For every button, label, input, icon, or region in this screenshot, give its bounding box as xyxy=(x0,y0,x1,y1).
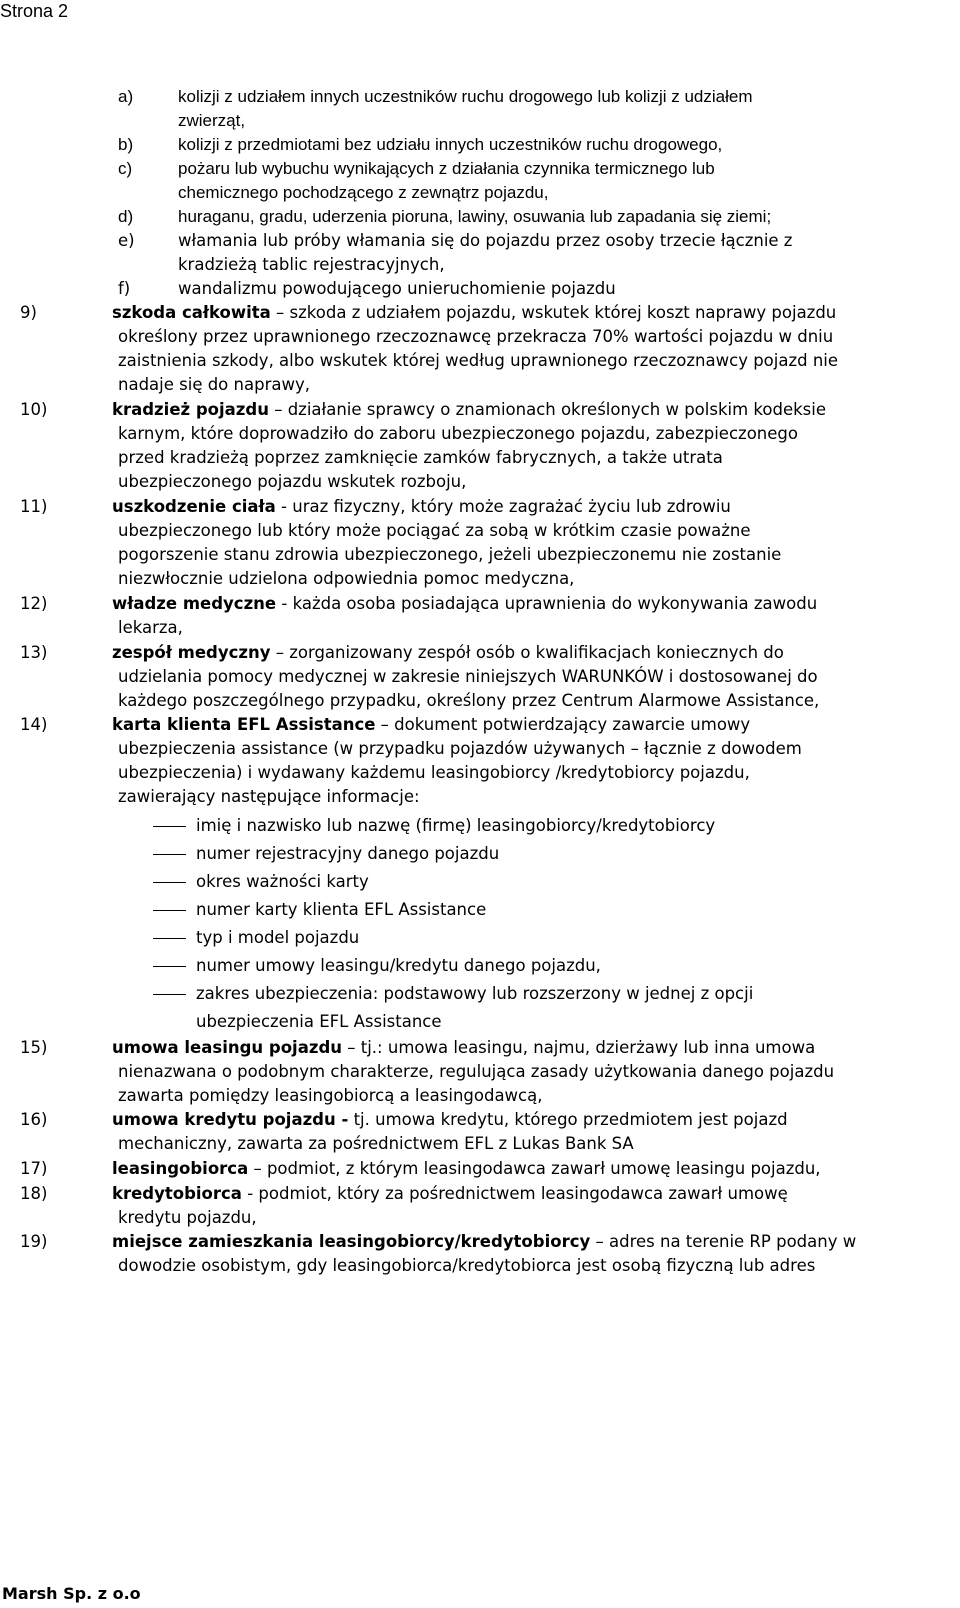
item-number: 16) xyxy=(20,1110,48,1129)
item-text: – szkoda z udziałem pojazdu, wskutek której koszt naprawy pojazdu xyxy=(270,303,837,322)
item-text: nienazwana o podobnym charakterze, regulująca zasady użytkowania danego pojazdu xyxy=(118,1062,835,1081)
item-term: szkoda całkowita xyxy=(112,303,271,322)
sub-item-text: kradzieżą tablic rejestracyjnych, xyxy=(178,255,445,274)
sub-item-label: c) xyxy=(118,159,133,178)
item-text: niezwłocznie udzielona odpowiednia pomoc medyczna, xyxy=(118,569,575,588)
item-text: mechaniczny, zawarta za pośrednictwem EFL z Lukas Bank SA xyxy=(118,1134,634,1153)
dash-bullet xyxy=(153,994,186,995)
sub-item-text: pożaru lub wybuchu wynikających z działania czynnika termicznego lub xyxy=(178,159,715,178)
dash-bullet xyxy=(153,826,186,827)
item-text: ubezpieczonego lub który może pociągać za sobą w krótkim czasie poważne xyxy=(118,521,751,540)
card-info-text: zakres ubezpieczenia: podstawowy lub rozszerzony w jednej z opcji xyxy=(196,984,754,1003)
item-text: udzielania pomocy medycznej w zakresie niniejszych WARUNKÓW i dostosowanej do xyxy=(118,667,818,686)
dash-bullet xyxy=(153,910,186,911)
item-text: ubezpieczenia assistance (w przypadku pojazdów używanych – łącznie z dowodem xyxy=(118,739,802,758)
sub-item-text: wandalizmu powodującego unieruchomienie pojazdu xyxy=(178,279,616,298)
sub-item-label: d) xyxy=(118,207,134,226)
item-text: kredytu pojazdu, xyxy=(118,1208,257,1227)
item-number: 10) xyxy=(20,400,48,419)
dash-bullet xyxy=(153,966,186,967)
sub-item-text: huraganu, gradu, uderzenia pioruna, lawiny, osuwania lub zapadania się ziemi; xyxy=(178,207,772,226)
sub-item-text: chemicznego pochodzącego z zewnątrz pojazdu, xyxy=(178,183,549,202)
item-text: określony przez uprawnionego rzeczoznawcę przekracza 70% wartości pojazdu w dniu xyxy=(118,327,834,346)
item-text: - każda osoba posiadająca uprawnienia do wykonywania zawodu xyxy=(276,594,818,613)
item-term: uszkodzenie ciała xyxy=(112,497,276,516)
card-info-text: okres ważności karty xyxy=(196,872,369,891)
item-term: władze medyczne xyxy=(112,594,277,613)
item-text: – dokument potwierdzający zawarcie umowy xyxy=(375,715,751,734)
item-text: – zorganizowany zespół osób o kwalifikacjach koniecznych do xyxy=(270,643,784,662)
item-text: zaistnienia szkody, albo wskutek której według uprawnionego rzeczoznawcy pojazd nie xyxy=(118,351,839,370)
sub-item-text: zwierząt, xyxy=(178,111,246,130)
item-text: ubezpieczonego pojazdu wskutek rozboju, xyxy=(118,472,467,491)
card-info-text: numer rejestracyjny danego pojazdu xyxy=(196,844,500,863)
item-number: 11) xyxy=(20,497,48,516)
sub-item-text: kolizji z przedmiotami bez udziału innych uczestników ruchu drogowego, xyxy=(178,135,723,154)
dash-bullet xyxy=(153,882,186,883)
item-term: leasingobiorca xyxy=(112,1159,249,1178)
card-info-text: ubezpieczenia EFL Assistance xyxy=(196,1012,442,1031)
item-text: – podmiot, z którym leasingodawca zawarł umowę leasingu pojazdu, xyxy=(248,1159,821,1178)
item-text: – adres na terenie RP podany w xyxy=(590,1232,857,1251)
item-number: 13) xyxy=(20,643,48,662)
card-info-text: typ i model pojazdu xyxy=(196,928,360,947)
item-text: ubezpieczenia) i wydawany każdemu leasingobiorcy /kredytobiorcy pojazdu, xyxy=(118,763,750,782)
page-header: Strona 2 xyxy=(0,1,69,21)
item-text: każdego poszczególnego przypadku, określony przez Centrum Alarmowe Assistance, xyxy=(118,691,820,710)
item-number: 15) xyxy=(20,1038,48,1057)
item-text: nadaje się do naprawy, xyxy=(118,375,310,394)
item-text: - uraz fizyczny, który może zagrażać życiu lub zdrowiu xyxy=(275,497,731,516)
item-text: zawarta pomiędzy leasingobiorcą a leasingodawcą, xyxy=(118,1086,543,1105)
item-text: – tj.: umowa leasingu, najmu, dzierżawy lub inna umowa xyxy=(342,1038,816,1057)
item-text: przed kradzieżą poprzez zamknięcie zamków fabrycznych, a także utrata xyxy=(118,448,723,467)
card-info-text: numer umowy leasingu/kredytu danego pojazdu, xyxy=(196,956,601,975)
item-text: dowodzie osobistym, gdy leasingobiorca/kredytobiorca jest osobą fizyczną lub adres xyxy=(118,1256,816,1275)
card-info-text: numer karty klienta EFL Assistance xyxy=(196,900,487,919)
item-text: - podmiot, który za pośrednictwem leasingodawca zawarł umowę xyxy=(241,1184,788,1203)
item-number: 17) xyxy=(20,1159,48,1178)
sub-item-label: e) xyxy=(118,231,135,250)
item-term: zespół medyczny xyxy=(112,643,271,662)
item-text: pogorszenie stanu zdrowia ubezpieczonego, jeżeli ubezpieczonemu nie zostanie xyxy=(118,545,782,564)
card-info-text: imię i nazwisko lub nazwę (firmę) leasingobiorcy/kredytobiorcy xyxy=(196,816,716,835)
item-term: miejsce zamieszkania leasingobiorcy/kredytobiorcy xyxy=(112,1232,591,1251)
item-text: lekarza, xyxy=(118,618,183,637)
dash-bullet xyxy=(153,854,186,855)
item-text: karnym, które doprowadziło do zaboru ubezpieczonego pojazdu, zabezpieczonego xyxy=(118,424,798,443)
page-footer: Marsh Sp. z o.o xyxy=(2,1584,141,1603)
item-term: umowa leasingu pojazdu xyxy=(112,1038,343,1057)
sub-item-label: f) xyxy=(118,279,131,298)
item-text: tj. umowa kredytu, którego przedmiotem jest pojazd xyxy=(348,1110,788,1129)
item-term: kredytobiorca xyxy=(112,1184,242,1203)
item-number: 18) xyxy=(20,1184,48,1203)
dash-bullet xyxy=(153,938,186,939)
sub-item-text: włamania lub próby włamania się do pojazdu przez osoby trzecie łącznie z xyxy=(178,231,793,250)
sub-item-text: kolizji z udziałem innych uczestników ruchu drogowego lub kolizji z udziałem xyxy=(178,87,753,106)
item-text: zawierający następujące informacje: xyxy=(118,787,420,806)
sub-item-label: a) xyxy=(118,87,134,106)
item-number: 9) xyxy=(20,303,37,322)
item-term: kradzież pojazdu xyxy=(112,400,269,419)
item-number: 12) xyxy=(20,594,48,613)
item-number: 19) xyxy=(20,1232,48,1251)
item-text: – działanie sprawcy o znamionach określonych w polskim kodeksie xyxy=(268,400,826,419)
sub-item-label: b) xyxy=(118,135,134,154)
item-number: 14) xyxy=(20,715,48,734)
item-term: karta klienta EFL Assistance xyxy=(112,715,376,734)
item-term: umowa kredytu pojazdu - xyxy=(112,1110,349,1129)
